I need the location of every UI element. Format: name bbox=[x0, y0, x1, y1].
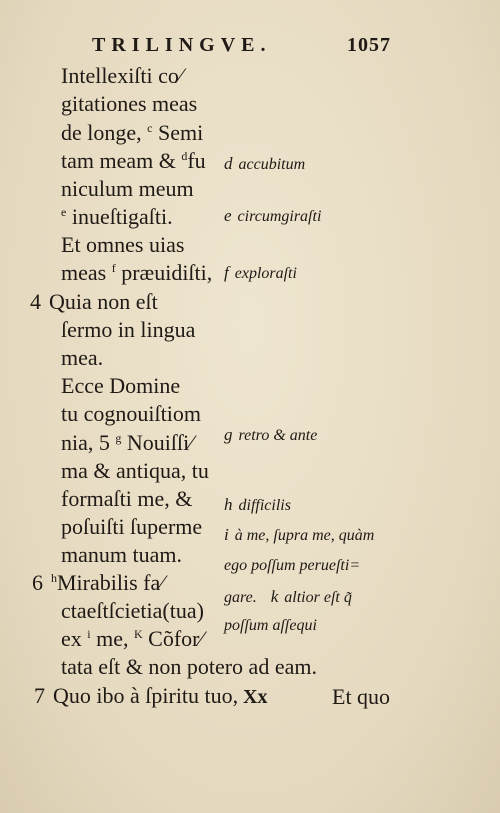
gloss-d: d accubitum bbox=[224, 154, 306, 173]
page-number: 1057 bbox=[347, 34, 391, 56]
text-line-17: poſuiſti ſuperme bbox=[61, 514, 203, 539]
text-line-6: $^e$ inueſtigaſti. bbox=[61, 204, 173, 229]
catchword: Et quo bbox=[332, 684, 391, 709]
text-line-20: ctaeſtſcietia(tua) bbox=[61, 598, 204, 623]
gloss-i-k: gare. k altior eſt q̃ bbox=[224, 587, 352, 606]
marker-e: e bbox=[61, 205, 67, 219]
text-line-13: tu cognouiſtiom bbox=[61, 401, 201, 426]
gloss-h: h difficilis bbox=[224, 495, 291, 514]
marker-h: h bbox=[51, 571, 57, 585]
text-line-15: ma & antiqua, tu bbox=[61, 458, 209, 483]
text-line-19: 6 $^h$Mirabilis fa⁄ bbox=[32, 570, 164, 595]
text-line-23: 7 Quo ibo à ſpiritu tuo, bbox=[34, 683, 239, 708]
gloss-i-cont: ego poſſum perueſti= bbox=[224, 557, 361, 574]
marker-c: c bbox=[147, 121, 153, 135]
marker-g: g bbox=[115, 431, 122, 445]
text-line-14: nia, 5 $^g$ Nouiſſi⁄ bbox=[61, 430, 193, 455]
text-line-5: niculum meum bbox=[61, 176, 194, 201]
marker-i: i bbox=[87, 627, 91, 641]
text-line-11: mea. bbox=[61, 345, 104, 370]
text-line-9: 4 Quia non eſt bbox=[30, 289, 158, 314]
running-head: TRILINGVE. bbox=[92, 34, 272, 56]
verse-number-7: 7 bbox=[34, 683, 45, 708]
gloss-e: e circumgiraſti bbox=[224, 206, 322, 225]
text-line-16: formaſti me, & bbox=[61, 486, 193, 511]
text-line-8: meas $^f$ præuidiſti, bbox=[61, 260, 213, 285]
text-line-1: Intellexiſti co⁄ bbox=[61, 63, 183, 88]
text-line-21: ex $^i$ me, $^K$ Cõfor⁄ bbox=[61, 626, 204, 651]
verse-number-6: 6 bbox=[32, 570, 43, 595]
text-line-18: manum tuam. bbox=[61, 542, 182, 567]
text-line-3: de longe, $^c$ Semi bbox=[61, 120, 204, 145]
text-line-4: tam meam & $^d$fu bbox=[61, 148, 206, 173]
text-line-7: Et omnes uias bbox=[61, 232, 185, 257]
gloss-g: g retro & ante bbox=[224, 425, 318, 444]
text-line-10: ſermo in lingua bbox=[61, 317, 196, 342]
text-line-22: tata eſt & non potero ad eam. bbox=[61, 654, 317, 679]
marker-f: f bbox=[111, 261, 116, 275]
gloss-f: f exploraſti bbox=[224, 263, 297, 282]
verse-number-4: 4 bbox=[30, 289, 41, 314]
text-line-12: Ecce Domine bbox=[61, 373, 181, 398]
marker-d: d bbox=[181, 149, 188, 163]
signature-mark: Xx bbox=[243, 686, 268, 708]
marker-k: K bbox=[134, 627, 143, 641]
gloss-i: i à me, ſupra me, quàm bbox=[224, 525, 375, 544]
gloss-k-cont: poſſum aſſequi bbox=[224, 617, 317, 634]
text-line-2: gitationes meas bbox=[61, 91, 198, 116]
